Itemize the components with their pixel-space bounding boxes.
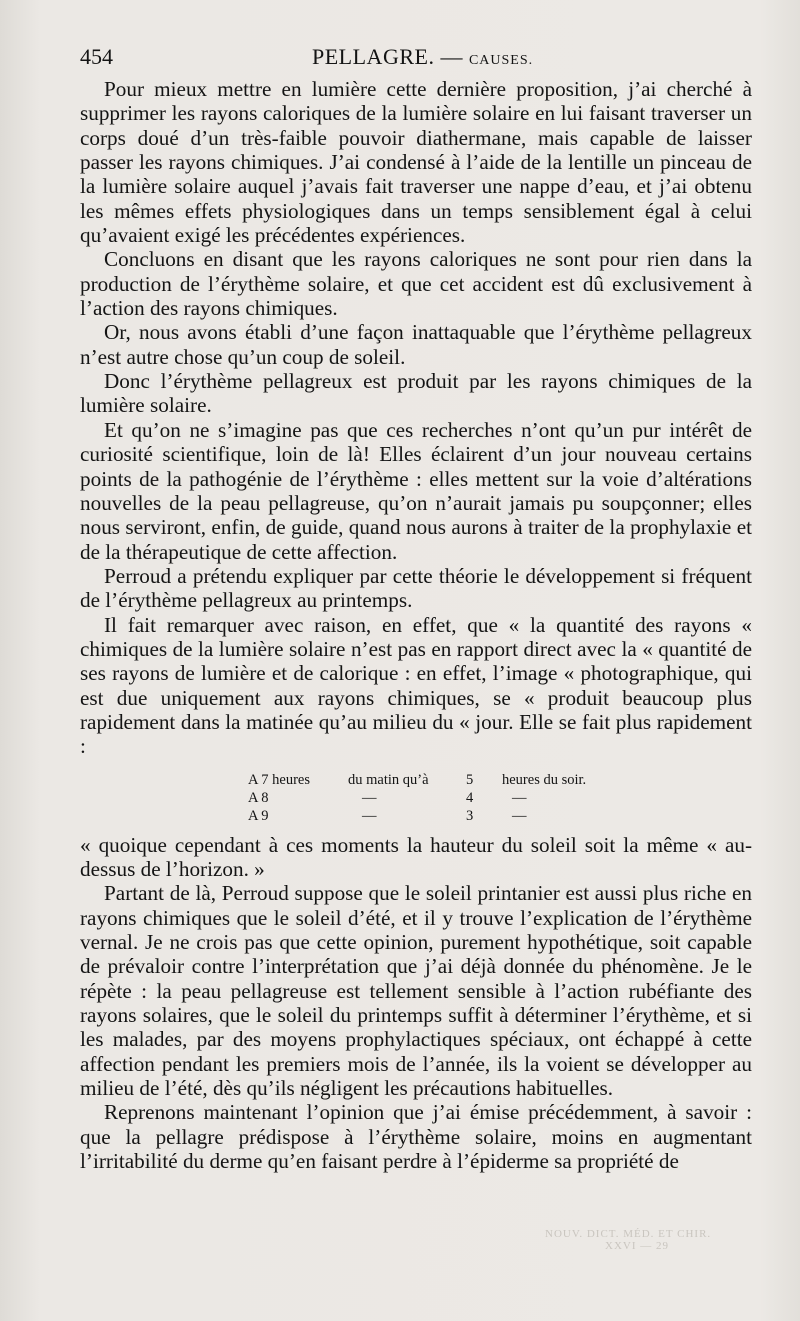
paragraph: Reprenons maintenant l’opinion que j’ai émise précédemment, à savoir : que la pellagre prédispose à l’érythème solaire, moins en augmentant l’irritabilité du derme qu’en faisant perdre à l’épiderme sa propriété de xyxy=(80,1100,752,1174)
paragraph: Il fait remarquer avec raison, en effet, que « la quantité des rayons « chimiques de la lumière solaire n’est pas en rapport direct avec la « quantité de ses rayons de lumière et de calorique : en effet, l’image « photographique, qui est due uniquement aux rayons chimiques, se « produit beaucoup plus rapidement dans la matinée qu’au milieu du « jour. Elle se fait plus rapidement : xyxy=(80,612,752,759)
page-header xyxy=(80,44,770,74)
table-row xyxy=(248,807,752,825)
paragraph: « quoique cependant à ces moments la hauteur du soleil soit la même « au-dessus de l’horizon. » xyxy=(80,832,752,881)
table-cell: du matin qu’à xyxy=(348,771,429,788)
table-cell: — xyxy=(512,807,527,824)
body-text xyxy=(80,77,752,1173)
paragraph: Pour mieux mettre en lumière cette dernière proposition, j’ai cherché à supprimer les rayons caloriques de la lumière solaire en lui faisant traverser un corps doué d’un très-faible pouvoir diathermane, mais capable de laisser passer les rayons chimiques. J’ai condensé à l’aide de la lentille un pinceau de la lumière solaire auquel j’avais fait traverser une nappe d’eau, et j’ai obtenu les mêmes effets physiologiques dans un temps sensiblement égal à celui qu’avaient exigé les précédentes expériences. xyxy=(80,77,752,248)
table-cell: 3 xyxy=(466,807,474,824)
table-cell: 4 xyxy=(466,789,474,806)
table-cell: — xyxy=(512,789,527,806)
paragraph: Et qu’on ne s’imagine pas que ces recherches n’ont qu’un pur intérêt de curiosité scientifique, loin de là! Elles éclairent d’un jour nouveau certains points de la pathogénie de l’érythème : elles mettent sur la voie d’altérations nouvelles de la peau pellagreuse, qu’on n’aurait jamais pu soupçonner; elles nous serviront, enfin, de guide, quand nous aurons à traiter de la prophylaxie et de la thérapeutique de cette affection. xyxy=(80,417,752,564)
table-row xyxy=(248,771,752,789)
paragraph: Or, nous avons établi d’une façon inattaquable que l’érythème pellagreux n’est autre chose qu’un coup de soleil. xyxy=(80,320,752,369)
paragraph: Donc l’érythème pellagreux est produit par les rayons chimiques de la lumière solaire. xyxy=(80,369,752,418)
page-number: 454 xyxy=(80,44,113,69)
table-cell: A 8 xyxy=(248,789,269,806)
table-cell: A 7 heures xyxy=(248,771,311,788)
table-cell: heures du soir. xyxy=(502,771,587,788)
paragraph: Perroud a prétendu expliquer par cette théorie le développement si fréquent de l’érythème pellagreux au printemps. xyxy=(80,563,752,613)
table-cell: A 9 xyxy=(248,807,269,824)
table-cell: 5 xyxy=(466,771,474,788)
running-head-section: CAUSES. xyxy=(468,53,534,68)
table-row xyxy=(248,789,752,807)
paragraph: Concluons en disant que les rayons caloriques ne sont pour rien dans la production de l’érythème solaire, et que cet accident est dû exclusivement à l’action des rayons chimiques. xyxy=(80,247,752,321)
time-table xyxy=(248,771,752,825)
footer-signature: NOUV. DICT. MÉD. ET CHIR. xyxy=(545,1228,712,1240)
table-cell: — xyxy=(362,807,377,824)
table-cell: — xyxy=(362,789,377,806)
paragraph: Partant de là, Perroud suppose que le soleil printanier est aussi plus riche en rayons chimiques que le soleil d’été, et il y trouve l’explication de l’érythème vernal. Je ne crois pas que cette opinion, purement hypothétique, soit capable de prévaloir contre l’interprétation que j’ai déjà donnée du phénomène. Je le répète : la peau pellagreuse est tellement sensible à l’action rubéfiante des rayons solaires, que le soleil du printemps suffit à déterminer l’érythème, et si les malades, par des moyens prophylactiques spéciaux, ont échappé à cette affection pendant les premiers mois de l’année, ils la voient se développer au milieu de l’été, dès qu’ils négligent les précautions habituelles. xyxy=(80,881,752,1101)
running-head-title: PELLAGRE. — xyxy=(312,44,463,69)
footer-volume: XXVI — 29 xyxy=(605,1240,669,1252)
running-head xyxy=(312,44,533,70)
page-footer xyxy=(545,1228,800,1252)
